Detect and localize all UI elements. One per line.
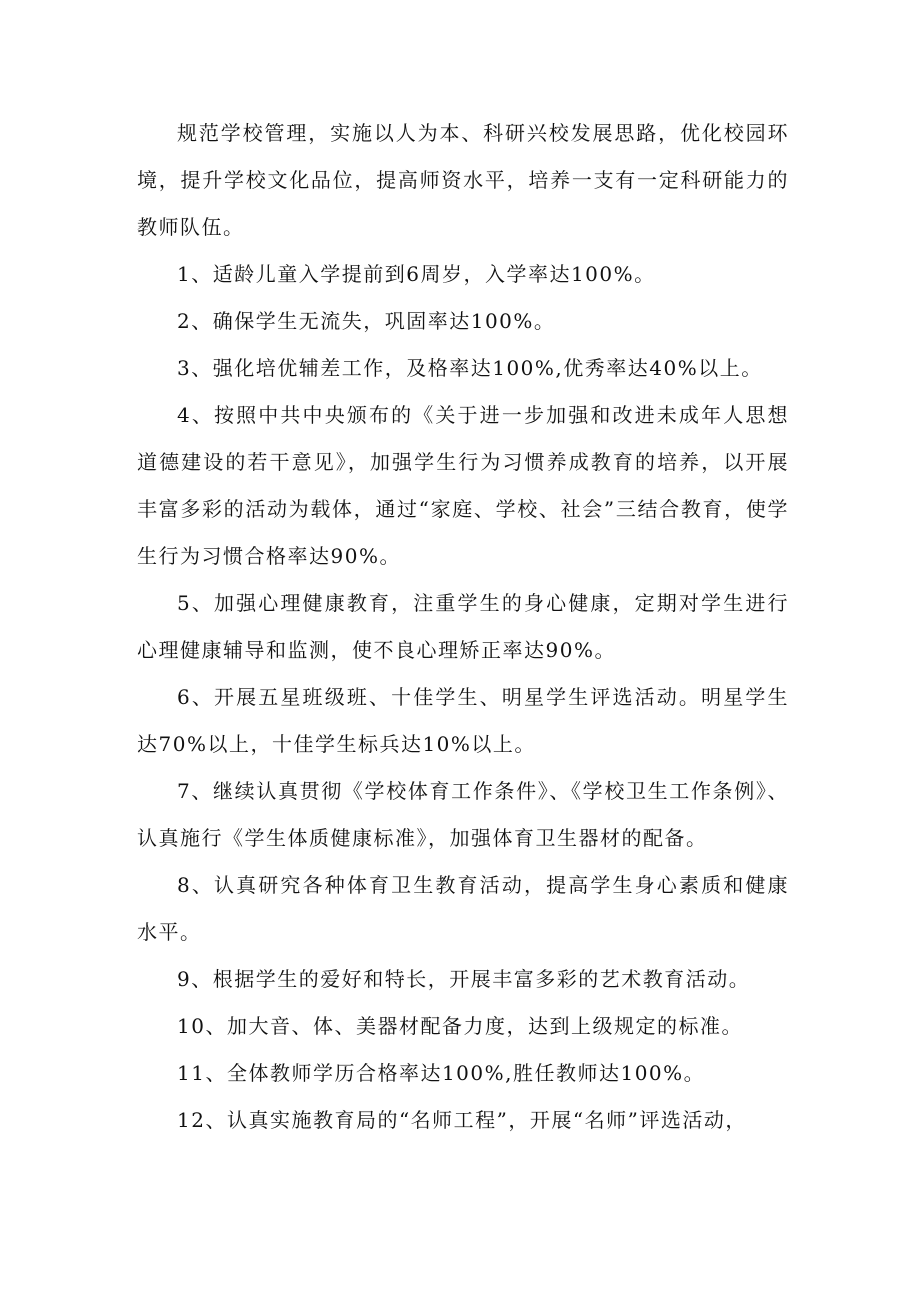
list-item-6: 6、开展五星班级班、十佳学生、明星学生评选活动。明星学生达70%以上，十佳学生标兵达10%以上。 xyxy=(137,685,789,756)
list-item-10: 10、加大音、体、美器材配备力度，达到上级规定的标准。 xyxy=(177,1014,743,1038)
list-item-4: 4、按照中共中央颁布的《关于进一步加强和改进未成年人思想道德建设的若干意见》，加强学生行为习惯养成教育的培养，以开展丰富多彩的活动为载体，通过“家庭、学校、社会”三结合教育，使学生行为习惯合格率达90%。 xyxy=(137,403,789,568)
list-item-7: 7、继续认真贯彻《学校体育工作条件》、《学校卫生工作条例》、认真施行《学生体质健康标准》，加强体育卫生器材的配备。 xyxy=(137,779,789,850)
list-item-9: 9、根据学生的爱好和特长，开展丰富多彩的艺术教育活动。 xyxy=(177,967,751,991)
list-item-3: 3、强化培优辅差工作，及格率达100%,优秀率达40%以上。 xyxy=(177,356,763,380)
list-item-2: 2、确保学生无流失，巩固率达100%。 xyxy=(177,309,556,333)
list-item-12: 12、认真实施教育局的“名师工程”，开展“名师”评选活动， xyxy=(177,1108,747,1132)
list-item-11: 11、全体教师学历合格率达100%,胜任教师达100%。 xyxy=(177,1061,706,1085)
document-body xyxy=(137,110,789,1144)
list-item-8: 8、认真研究各种体育卫生教育活动，提高学生身心素质和健康水平。 xyxy=(137,873,789,944)
list-item-5: 5、加强心理健康教育，注重学生的身心健康，定期对学生进行心理健康辅导和监测，使不良心理矫正率达90%。 xyxy=(137,591,789,662)
intro-paragraph: 规范学校管理，实施以人为本、科研兴校发展思路，优化校园环境，提升学校文化品位，提高师资水平，培养一支有一定科研能力的教师队伍。 xyxy=(137,121,789,239)
list-item-1: 1、适龄儿童入学提前到6周岁，入学率达100%。 xyxy=(177,262,656,286)
